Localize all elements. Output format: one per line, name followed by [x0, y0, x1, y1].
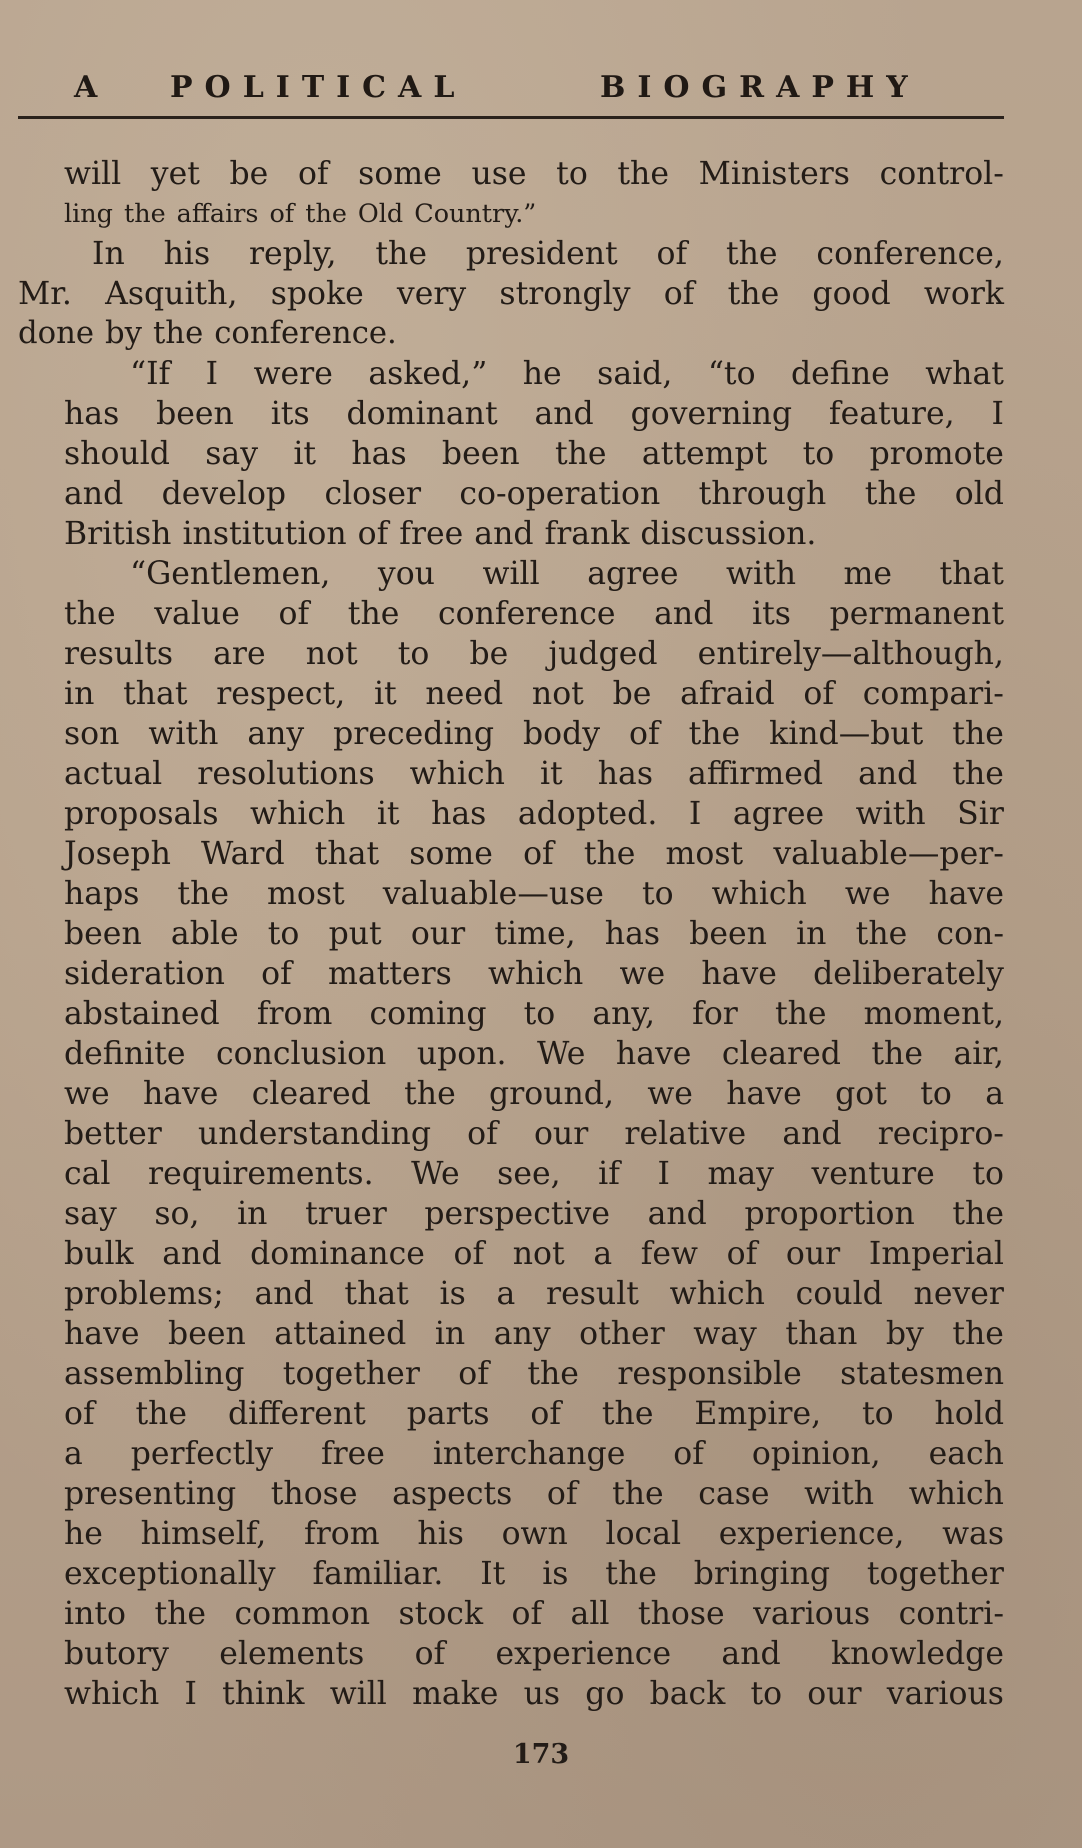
text-line: Mr. Asquith, spoke very strongly of the good work: [18, 276, 1004, 312]
text-line: British institution of free and frank discussion.: [64, 516, 817, 552]
text-line: should say it has been the attempt to promote: [64, 436, 1004, 472]
text-line: Joseph Ward that some of the most valuable—per-: [64, 836, 1004, 872]
running-head-word: A: [74, 70, 98, 105]
page-number: 173: [512, 1739, 570, 1770]
header-rule: [18, 116, 1004, 119]
text-line: “Gentlemen, you will agree with me that: [130, 556, 1004, 592]
text-line: of the different parts of the Empire, to hold: [64, 1396, 1004, 1432]
text-line: bulk and dominance of not a few of our Imperial: [64, 1236, 1004, 1272]
text-line: “If I were asked,” he said, “to define what: [130, 356, 1004, 392]
text-line: sideration of matters which we have deliberately: [64, 956, 1004, 992]
text-line: problems; and that is a result which could never: [64, 1276, 1004, 1312]
running-head-word: BIOGRAPHY: [600, 70, 920, 105]
text-line: In his reply, the president of the conference,: [92, 236, 1004, 272]
text-line: which I think will make us go back to our various: [64, 1676, 1004, 1712]
text-line: done by the conference.: [18, 316, 397, 351]
text-line: better understanding of our relative and recipro-: [64, 1116, 1004, 1152]
text-line: cal requirements. We see, if I may venture to: [64, 1156, 1004, 1192]
text-line: the value of the conference and its permanent: [64, 596, 1004, 632]
text-line: assembling together of the responsible statesmen: [64, 1356, 1004, 1392]
running-head-word: POLITICAL: [170, 70, 467, 105]
text-line: exceptionally familiar. It is the bringing together: [64, 1556, 1004, 1592]
text-line: abstained from coming to any, for the moment,: [64, 996, 1004, 1032]
text-line: results are not to be judged entirely—although,: [64, 636, 1004, 672]
text-line: a perfectly free interchange of opinion, each: [64, 1436, 1004, 1472]
text-line: in that respect, it need not be afraid of compari-: [64, 676, 1004, 712]
text-line: has been its dominant and governing feature, I: [64, 396, 1004, 432]
text-line: presenting those aspects of the case with which: [64, 1476, 1004, 1512]
text-line: actual resolutions which it has affirmed and the: [64, 756, 1004, 792]
text-line: haps the most valuable—use to which we have: [64, 876, 1004, 912]
running-head: [0, 64, 1082, 112]
text-line: been able to put our time, has been in the con-: [64, 916, 1004, 952]
text-line: ling the affairs of the Old Country.”: [64, 199, 537, 229]
text-line: proposals which it has adopted. I agree with Sir: [64, 796, 1004, 832]
text-line: he himself, from his own local experience, was: [64, 1516, 1004, 1552]
text-line: into the common stock of all those various contri-: [64, 1596, 1004, 1632]
text-line: say so, in truer perspective and proportion the: [64, 1196, 1004, 1232]
text-line: have been attained in any other way than by the: [64, 1316, 1004, 1352]
text-line: son with any preceding body of the kind—but the: [64, 716, 1004, 752]
text-line: and develop closer co-operation through the old: [64, 476, 1004, 512]
text-line: definite conclusion upon. We have cleared the air,: [64, 1036, 1004, 1072]
text-line: will yet be of some use to the Ministers control-: [64, 156, 1004, 192]
text-line: butory elements of experience and knowledge: [64, 1636, 1004, 1672]
text-line: we have cleared the ground, we have got to a: [64, 1076, 1004, 1112]
